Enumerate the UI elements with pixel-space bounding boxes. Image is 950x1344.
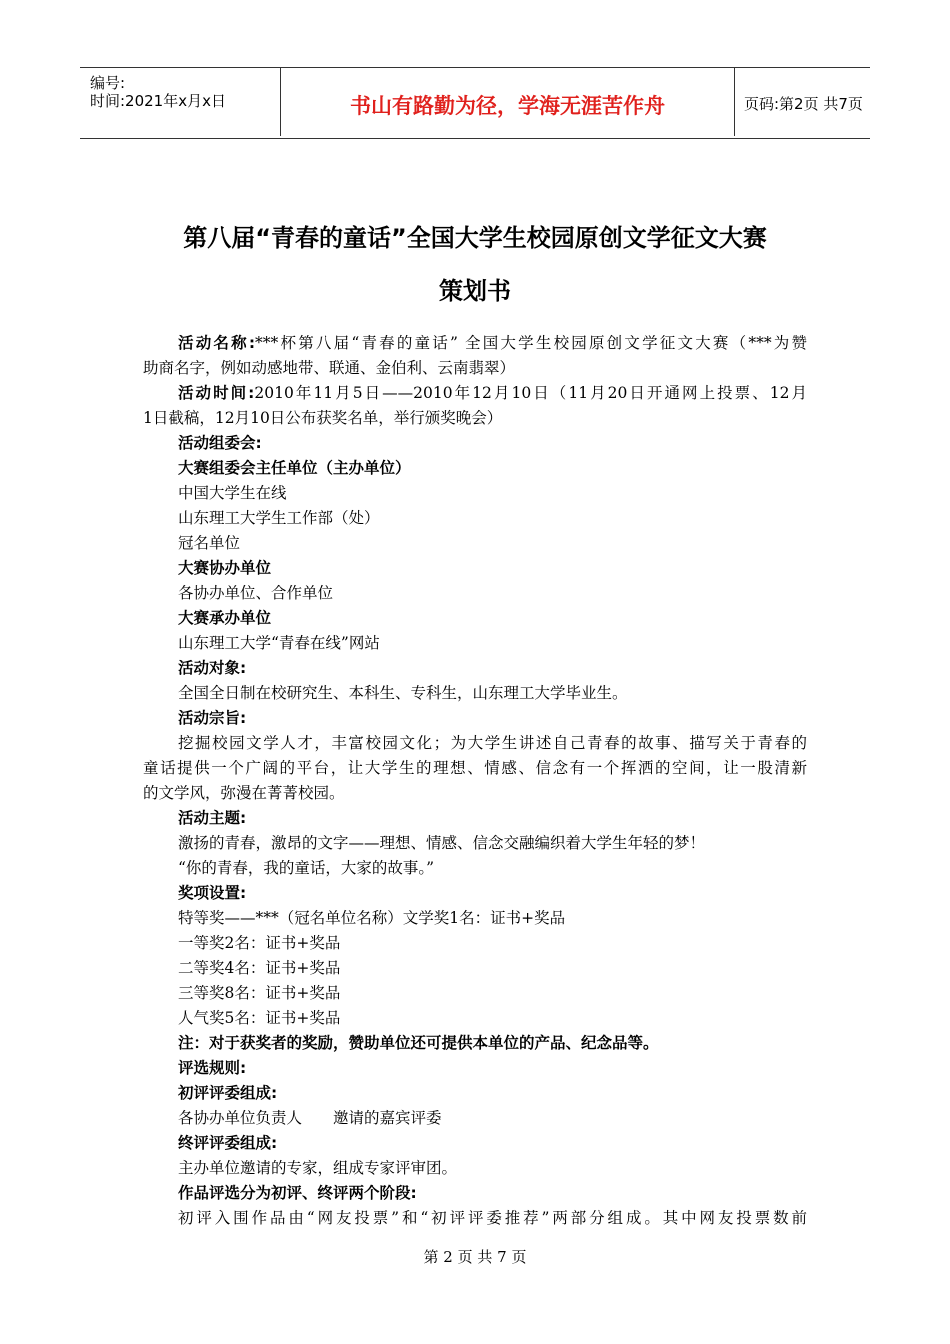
page-footer: 第 2 页 共 7 页 <box>423 1248 527 1266</box>
activity-time-label: 活动时间: <box>178 384 255 402</box>
organizer-item: 山东理工大学“青春在线”网站 <box>178 634 380 652</box>
target-text: 全国全日制在校研究生、本科生、专科生，山东理工大学毕业生。 <box>178 684 628 702</box>
header-info-cell <box>80 68 281 136</box>
stages-text: 初评入围作品由“网友投票”和“初评评委推荐”两部分组成。其中网友投票数前 <box>178 1209 807 1227</box>
header-number: 编号: <box>90 74 126 92</box>
prize-heading: 奖项设置: <box>178 884 247 902</box>
prize-note: 注：对于获奖者的奖励，赞助单位还可提供本单位的产品、纪念品等。 <box>178 1034 659 1052</box>
aim-text-line1: 挖掘校园文学人才，丰富校园文化；为大学生讲述自己青春的故事、描写关于青春的 <box>178 734 807 752</box>
document-body <box>143 331 807 1231</box>
final-judges-text: 主办单位邀请的专家，组成专家评审团。 <box>178 1159 458 1177</box>
doc-subtitle: 策划书 <box>439 277 511 305</box>
prize-item: 特等奖——***（冠名单位名称）文学奖1名：证书+奖品 <box>178 909 566 927</box>
final-judges-heading: 终评评委组成: <box>178 1134 278 1152</box>
host-item: 山东理工大学生工作部（处） <box>178 509 380 527</box>
theme-slogan: “你的青春，我的童话，大家的故事。” <box>178 859 435 877</box>
rules-heading: 评选规则: <box>178 1059 247 1077</box>
activity-name-line2: 助商名字，例如动感地带、联通、金伯利、云南翡翠） <box>143 359 516 377</box>
prelim-judges-heading: 初评评委组成: <box>178 1084 278 1102</box>
aim-text-line2: 童话提供一个广阔的平台，让大学生的理想、情感、信念有一个挥洒的空间，让一股清新 <box>143 759 807 777</box>
co-organizer-heading: 大赛协办单位 <box>178 559 272 577</box>
host-item: 冠名单位 <box>178 534 241 552</box>
prize-item: 人气奖5名：证书+奖品 <box>178 1009 341 1027</box>
stages-heading: 作品评选分为初评、终评两个阶段: <box>178 1184 417 1202</box>
activity-time-line1: 活动时间:2010年11月5日——2010年12月10日（11月20日开通网上投票、12月 <box>178 384 807 402</box>
co-organizer-item: 各协办单位、合作单位 <box>178 584 334 602</box>
activity-time-line2: 1日截稿，12月10日公布获奖名单，举行颁奖晚会） <box>143 409 503 427</box>
header-date: 时间:2021年x月x日 <box>90 92 226 110</box>
prize-item: 一等奖2名：证书+奖品 <box>178 934 341 952</box>
host-heading: 大赛组委会主任单位（主办单位） <box>178 459 411 477</box>
target-heading: 活动对象: <box>178 659 247 677</box>
aim-heading: 活动宗旨: <box>178 709 247 727</box>
doc-title: 第八届“青春的童话”全国大学生校园原创文学征文大赛 <box>183 224 767 252</box>
theme-text: 激扬的青春，激昂的文字——理想、情感、信念交融编织着大学生年轻的梦！ <box>178 834 706 852</box>
aim-text-line3: 的文学风，弥漫在菁菁校园。 <box>143 784 345 802</box>
activity-name-line1: 活动名称:***杯第八届“青春的童话” 全国大学生校园原创文学征文大赛（***为赞 <box>178 334 807 352</box>
prelim-judges-text: 各协办单位负责人 邀请的嘉宾评委 <box>178 1109 442 1127</box>
prize-item: 三等奖8名：证书+奖品 <box>178 984 341 1002</box>
header-motto: 书山有路勤为径，学海无涯苦作舟 <box>350 94 665 118</box>
theme-heading: 活动主题: <box>178 809 247 827</box>
activity-name-label: 活动名称: <box>178 334 256 352</box>
header-page-cell <box>735 68 870 136</box>
organizer-heading: 大赛承办单位 <box>178 609 272 627</box>
header-page-number: 页码:第2页 共7页 <box>744 95 863 113</box>
committee-heading: 活动组委会: <box>178 434 262 452</box>
page-header <box>80 67 870 139</box>
host-item: 中国大学生在线 <box>178 484 287 502</box>
header-motto-cell <box>281 68 735 136</box>
prize-item: 二等奖4名：证书+奖品 <box>178 959 341 977</box>
